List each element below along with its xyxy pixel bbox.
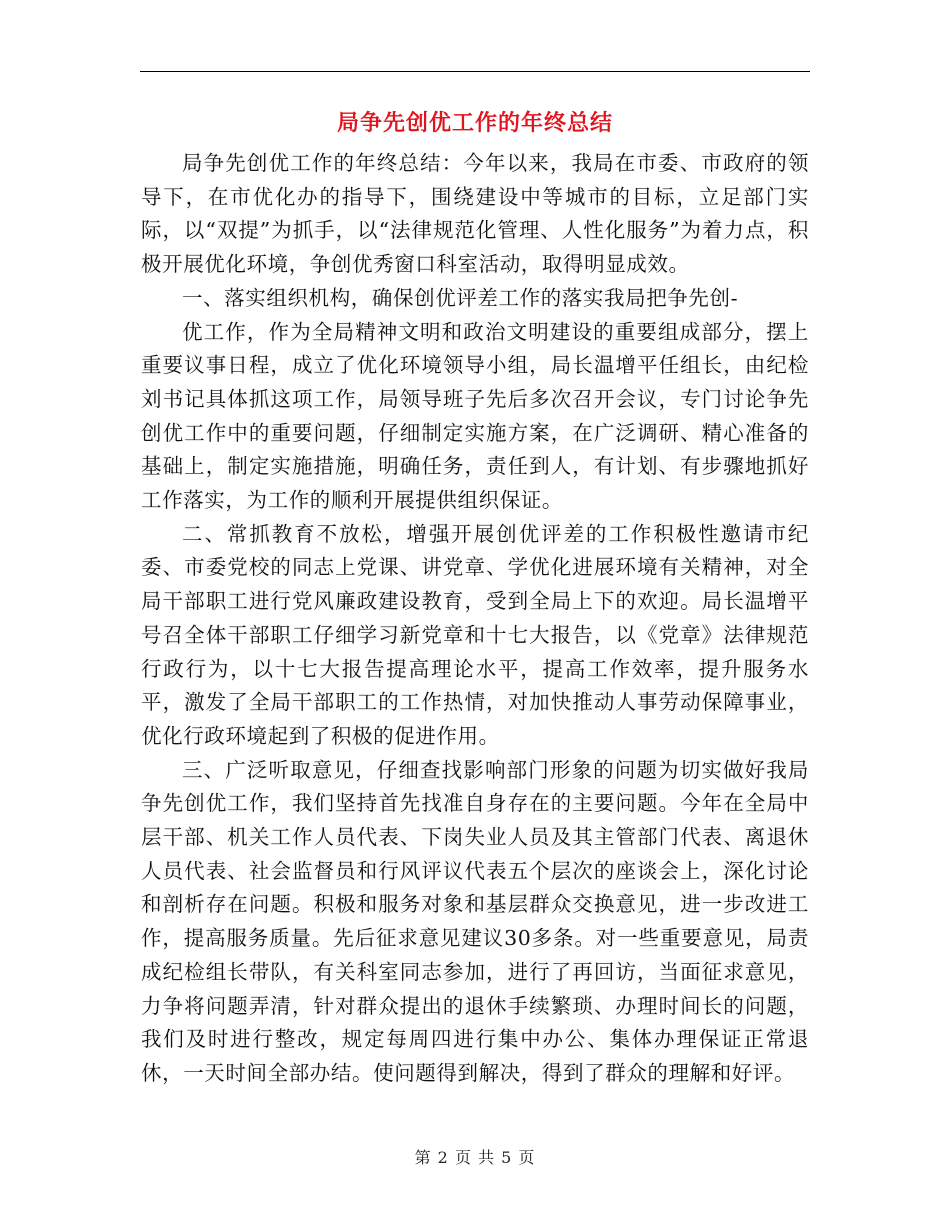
paragraph-intro: 局争先创优工作的年终总结：今年以来，我局在市委、市政府的领导下，在市优化办的指导下，围绕建设中等城市的目标，立足部门实际，以“双提”为抓手，以“法律规范化管理、人性化服务”为着力点，积极开展优化环境，争创优秀窗口科室活动，取得明显成效。 (141, 151, 809, 277)
paragraph-section-1-heading: 一、落实组织机构，确保创优评差工作的落实我局把争先创- (182, 285, 739, 310)
document-title: 局争先创优工作的年终总结 (336, 111, 613, 136)
paragraph-section-1-body: 优工作，作为全局精神文明和政治文明建设的重要组成部分，摆上重要议事日程，成立了优化环境领导小组，局长温增平任组长，由纪检刘书记具体抓这项工作，局领导班子先后多次召开会议，专门讨论争先创优工作中的重要问题，仔细制定实施方案，在广泛调研、精心准备的基础上，制定实施措施，明确任务，责任到人，有计划、有步骤地抓好工作落实，为工作的顺利开展提供组织保证。 (141, 319, 809, 513)
document-body (141, 147, 809, 1091)
paragraph-section-2: 二、常抓教育不放松，增强开展创优评差的工作积极性邀请市纪委、市委党校的同志上党课、讲党章、学优化进展环境有关精神，对全局干部职工进行党风廉政建设教育，受到全局上下的欢迎。局长温增平号召全体干部职工仔细学习新党章和十七大报告，以《党章》法律规范行政行为，以十七大报告提高理论水平，提高工作效率，提升服务水平，激发了全局干部职工的工作热情，对加快推动人事劳动保障事业，优化行政环境起到了积极的促进作用。 (141, 521, 809, 748)
header-rule (140, 71, 810, 72)
page-number: 第 2 页 共 5 页 (414, 1148, 536, 1167)
paragraph-section-3: 三、广泛听取意见，仔细查找影响部门形象的问题为切实做好我局争先创优工作，我们坚持首先找准自身存在的主要问题。今年在全局中层干部、机关工作人员代表、下岗失业人员及其主管部门代表、离退休人员代表、社会监督员和行风评议代表五个层次的座谈会上，深化讨论和剖析存在问题。积极和服务对象和基层群众交换意见，进一步改进工作，提高服务质量。先后征求意见建议30多条。对一些重要意见，局责成纪检组长带队，有关科室同志参加，进行了再回访，当面征求意见，力争将问题弄清，针对群众提出的退休手续繁琐、办理时间长的问题，我们及时进行整改，规定每周四进行集中办公、集体办理保证正常退休，一天时间全部办结。使问题得到解决，得到了群众的理解和好评。 (141, 757, 809, 1085)
